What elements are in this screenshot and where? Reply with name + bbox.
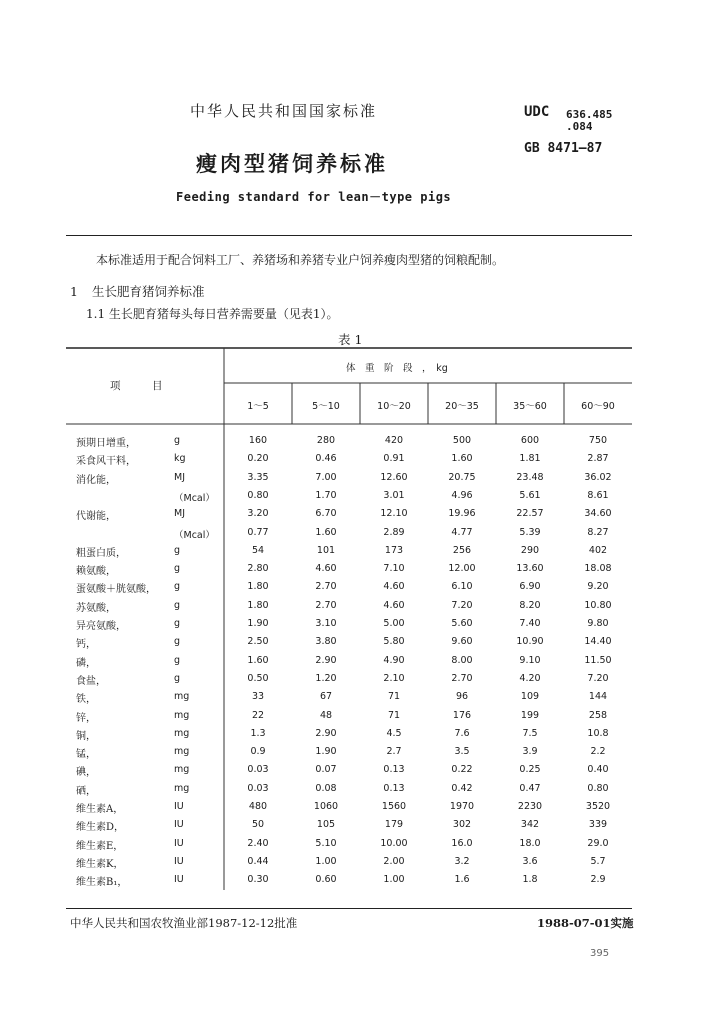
row-label: 苏氨酸， (76, 602, 116, 614)
table-cell: 22 (251, 709, 265, 721)
udc-code-line2: .084 (566, 120, 593, 133)
table-cell: 7.40 (519, 618, 541, 629)
table-cell: 1.6 (454, 874, 470, 886)
table-cell: 2.90 (315, 727, 337, 739)
table-cell: 0.46 (315, 453, 337, 465)
stage-header: 35～60 (513, 401, 547, 412)
table-cell: 7.20 (587, 672, 609, 684)
stage-header: 10～20 (377, 401, 411, 412)
table-cell: 7.10 (383, 563, 405, 575)
table-cell: 96 (455, 691, 469, 703)
table-cell: 0.60 (315, 874, 337, 886)
table-cell: 2.80 (247, 563, 269, 575)
table-cell: 176 (452, 709, 472, 721)
table-cell: 342 (520, 819, 540, 831)
table-cell: 2.00 (383, 855, 405, 867)
table-cell: 0.40 (587, 764, 609, 776)
table-cell: 1.00 (315, 855, 337, 867)
bottom-divider (66, 908, 632, 909)
table-cell: 4.60 (383, 599, 405, 611)
table-cell: 0.80 (587, 782, 609, 794)
table-cell: 290 (520, 544, 540, 556)
row-label: 赖氨酸， (76, 566, 116, 578)
row-unit: IU (174, 819, 184, 831)
table-cell: 5.61 (519, 489, 541, 501)
row-label: 碘， (76, 767, 96, 779)
table-cell: 0.91 (383, 453, 405, 465)
table-cell: 1.80 (247, 581, 269, 593)
table-cell: 258 (588, 709, 608, 721)
table-cell: 0.30 (247, 874, 269, 886)
table-cell: 2.40 (247, 837, 269, 849)
table-cell: 1.90 (315, 746, 337, 758)
row-label: 食盐， (76, 675, 106, 687)
row-label: 消化能， (76, 474, 116, 486)
table-cell: 302 (452, 819, 472, 831)
table-cell: 3.10 (315, 618, 337, 629)
table-cell: 750 (588, 435, 608, 446)
table-cell: 0.03 (247, 764, 269, 776)
table-cell: 1.60 (451, 453, 473, 465)
table-cell: 4.60 (383, 581, 405, 593)
table-cell: 5.60 (451, 618, 473, 629)
table-cell: 1.3 (250, 727, 266, 739)
table-cell: 1970 (449, 801, 475, 812)
table-cell: 1.8 (522, 874, 538, 886)
table-cell: 3.35 (247, 471, 269, 483)
table-cell: 4.77 (451, 526, 473, 538)
table-cell: 1.80 (247, 599, 269, 611)
row-label: 铜， (76, 730, 96, 742)
table-cell: 4.5 (386, 727, 402, 739)
table-cell: 8.27 (587, 526, 609, 538)
table-cell: 5.10 (315, 837, 337, 849)
table-cell: 8.00 (451, 654, 473, 666)
gb-standard-number: GB 8471—87 (524, 141, 603, 156)
table-cell: 3.80 (315, 636, 337, 648)
row-unit: mg (174, 764, 190, 776)
table-cell: 105 (316, 819, 336, 831)
table-cell: 11.50 (584, 654, 612, 666)
table-cell: 7.5 (522, 727, 538, 739)
table-cell: 48 (319, 709, 333, 721)
table-cell: 2.2 (590, 746, 606, 758)
udc-label: UDC (524, 104, 550, 120)
table-cell: 12.10 (380, 508, 408, 520)
table-cell: 500 (452, 435, 472, 446)
row-unit: mg (174, 691, 190, 703)
row-label: 预期日增重， (76, 438, 136, 449)
row-label: 维生素A， (76, 804, 124, 815)
table-cell: 36.02 (584, 471, 612, 483)
table-cell: 2.70 (451, 672, 473, 684)
table-caption: 表 1 (338, 332, 363, 347)
table-cell: 0.08 (315, 782, 337, 794)
row-unit: g (174, 672, 181, 684)
table-cell: 4.96 (451, 489, 473, 501)
table-cell: 199 (520, 709, 540, 721)
table-cell: 480 (248, 801, 268, 812)
row-unit: g (174, 636, 181, 648)
table-cell: 6.70 (315, 508, 337, 520)
table-cell: 420 (384, 435, 404, 446)
table-cell: 16.0 (451, 837, 473, 849)
table-cell: 2.10 (383, 672, 405, 684)
table-cell: 0.13 (383, 764, 405, 776)
table-cell: 19.96 (448, 508, 476, 520)
table-cell: 3.20 (247, 508, 269, 520)
row-unit: g (174, 435, 181, 446)
row-label: 维生素D， (76, 822, 125, 834)
table-cell: 0.50 (247, 672, 269, 684)
table-cell: 20.75 (448, 471, 476, 483)
table-cell: 10.00 (380, 837, 408, 849)
row-label: 维生素B₁， (76, 877, 128, 889)
intro-paragraph: 本标准适用于配合饲料工厂、养猪场和养猪专业户饲养瘦肉型猪的饲粮配制。 (96, 253, 505, 267)
table-cell: 0.07 (315, 764, 337, 776)
row-unit: IU (174, 855, 184, 867)
row-unit: mg (174, 727, 190, 739)
table-cell: 1.20 (315, 672, 337, 684)
table-cell: 2.9 (590, 874, 606, 886)
table-group-header: 体 重 阶 段 ， kg (346, 363, 448, 374)
row-label: 异亮氨酸， (76, 621, 126, 632)
table-cell: 5.00 (383, 618, 405, 629)
section-1-title: 生长肥育猪饲养标准 (92, 284, 205, 299)
row-label: 维生素K， (76, 858, 124, 870)
document-title-cn: 瘦肉型猪饲养标准 (196, 151, 388, 176)
table-cell: 7.00 (315, 471, 337, 483)
row-unit: kg (174, 453, 186, 465)
row-unit: mg (174, 782, 190, 794)
table-cell: 1560 (381, 801, 407, 812)
table-cell: 109 (520, 691, 540, 703)
table-cell: 5.7 (590, 855, 606, 867)
table-cell: 0.25 (519, 764, 541, 776)
table-cell: 1.81 (519, 453, 541, 465)
table-cell: 8.61 (587, 489, 609, 501)
row-unit: （Mcal） (174, 529, 215, 541)
table-cell: 256 (452, 544, 472, 556)
table-cell: 3.2 (454, 855, 470, 867)
row-label: 锰， (76, 749, 96, 761)
table-cell: 12.00 (448, 563, 476, 575)
row-label: 硒， (76, 785, 96, 797)
row-label: 蛋氨酸＋胱氨酸， (76, 584, 156, 596)
row-unit: mg (174, 709, 190, 721)
table-cell: 13.60 (516, 563, 544, 575)
table-cell: 71 (387, 709, 401, 721)
table-cell: 4.20 (519, 672, 541, 684)
row-label: 维生素E， (76, 840, 124, 852)
table-cell: 101 (316, 544, 336, 556)
table-cell: 2.7 (386, 746, 402, 758)
row-unit: IU (174, 874, 184, 886)
row-unit: IU (174, 801, 184, 812)
table-cell: 0.20 (247, 453, 269, 465)
stage-header: 5～10 (312, 401, 340, 412)
table-cell: 1.60 (315, 526, 337, 538)
table-cell: 0.03 (247, 782, 269, 794)
table-cell: 18.08 (584, 563, 612, 575)
table-cell: 9.60 (451, 636, 473, 648)
table-cell: 6.10 (451, 581, 473, 593)
table-cell: 0.44 (247, 855, 269, 867)
row-unit: g (174, 599, 181, 611)
row-label: 铁， (76, 694, 96, 706)
table-cell: 23.48 (516, 471, 544, 483)
table-cell: 2.70 (315, 599, 337, 611)
table-cell: 3520 (585, 801, 611, 812)
row-label: 钙， (76, 639, 96, 651)
table-cell: 402 (588, 544, 608, 556)
table-cell: 67 (319, 691, 333, 703)
table-cell: 0.9 (250, 746, 266, 758)
table-cell: 18.0 (519, 837, 541, 849)
table-cell: 6.90 (519, 581, 541, 593)
row-unit: g (174, 563, 181, 575)
table-cell: 1.70 (315, 489, 337, 501)
row-unit: g (174, 618, 181, 629)
table-cell: 160 (248, 435, 268, 446)
row-unit: mg (174, 746, 190, 758)
table-cell: 1.00 (383, 874, 405, 886)
stage-header: 1～5 (247, 401, 269, 412)
table-cell: 0.22 (451, 764, 473, 776)
table-cell: 10.90 (516, 636, 544, 648)
table-cell: 2230 (517, 801, 543, 812)
table-cell: 2.70 (315, 581, 337, 593)
table-cell: 2.89 (383, 526, 405, 538)
row-unit: g (174, 654, 181, 666)
row-unit: IU (174, 837, 184, 849)
row-label: 粗蛋白质， (76, 547, 126, 559)
effective-date: 1988-07-01实施 (537, 916, 634, 930)
table-cell: 600 (520, 435, 540, 446)
page-number: 395 (590, 948, 610, 959)
table-cell: 0.42 (451, 782, 473, 794)
table-cell: 1.60 (247, 654, 269, 666)
table-cell: 34.60 (584, 508, 612, 520)
row-unit: MJ (174, 508, 185, 520)
table-cell: 1.90 (247, 618, 269, 629)
table-cell: 4.90 (383, 654, 405, 666)
table-cell: 10.8 (587, 727, 609, 739)
table-cell: 7.6 (454, 727, 470, 739)
table-cell: 179 (384, 819, 404, 831)
table-cell: 2.87 (587, 453, 609, 465)
table-item-header: 项 目 (110, 380, 163, 392)
table-cell: 0.80 (247, 489, 269, 501)
issuer-title: 中华人民共和国国家标准 (190, 102, 378, 120)
table-cell: 144 (588, 691, 608, 703)
table-cell: 29.0 (587, 837, 609, 849)
table-cell: 9.80 (587, 618, 609, 629)
table-cell: 0.47 (519, 782, 541, 794)
approval-text: 中华人民共和国农牧渔业部1987-12-12批准 (70, 916, 298, 930)
row-unit: （Mcal） (174, 492, 215, 504)
row-unit: g (174, 544, 181, 556)
table-cell: 9.20 (587, 581, 609, 593)
table-cell: 2.50 (247, 636, 269, 648)
table-cell: 14.40 (584, 636, 612, 648)
row-label: 采食风干料， (76, 456, 136, 468)
row-label: 锌， (76, 712, 96, 724)
table-cell: 339 (588, 819, 608, 831)
table-cell: 9.10 (519, 654, 541, 666)
table-cell: 1060 (313, 801, 339, 812)
table-cell: 5.80 (383, 636, 405, 648)
row-label: 代谢能， (76, 511, 116, 523)
table-cell: 71 (387, 691, 401, 703)
stage-header: 60～90 (581, 401, 615, 412)
row-unit: g (174, 581, 181, 593)
table-cell: 5.39 (519, 526, 541, 538)
table-cell: 50 (251, 819, 265, 831)
table-cell: 54 (251, 544, 265, 556)
table-cell: 0.13 (383, 782, 405, 794)
table-cell: 280 (316, 435, 336, 446)
udc-code-line1: 636.485 (566, 108, 613, 121)
document-title-en: Feeding standard for lean－type pigs (176, 190, 452, 204)
table-cell: 12.60 (380, 471, 408, 483)
table-cell: 8.20 (519, 599, 541, 611)
table-cell: 3.5 (454, 746, 470, 758)
section-1-number: 1 (70, 284, 78, 299)
table-cell: 173 (384, 544, 404, 556)
table-cell: 2.90 (315, 654, 337, 666)
table-cell: 3.6 (522, 855, 538, 867)
row-unit: MJ (174, 471, 185, 483)
table-cell: 10.80 (584, 599, 612, 611)
section-1-1-text: 1.1 生长肥育猪每头每日营养需要量（见表1）。 (86, 307, 339, 321)
row-label: 磷， (76, 657, 96, 669)
table-cell: 3.01 (383, 489, 405, 501)
stage-header: 20～35 (445, 401, 479, 412)
table-cell: 3.9 (522, 746, 538, 758)
table-cell: 7.20 (451, 599, 473, 611)
table-cell: 22.57 (516, 508, 544, 520)
table-cell: 0.77 (247, 526, 269, 538)
table-cell: 4.60 (315, 563, 337, 575)
table-cell: 33 (251, 691, 265, 703)
